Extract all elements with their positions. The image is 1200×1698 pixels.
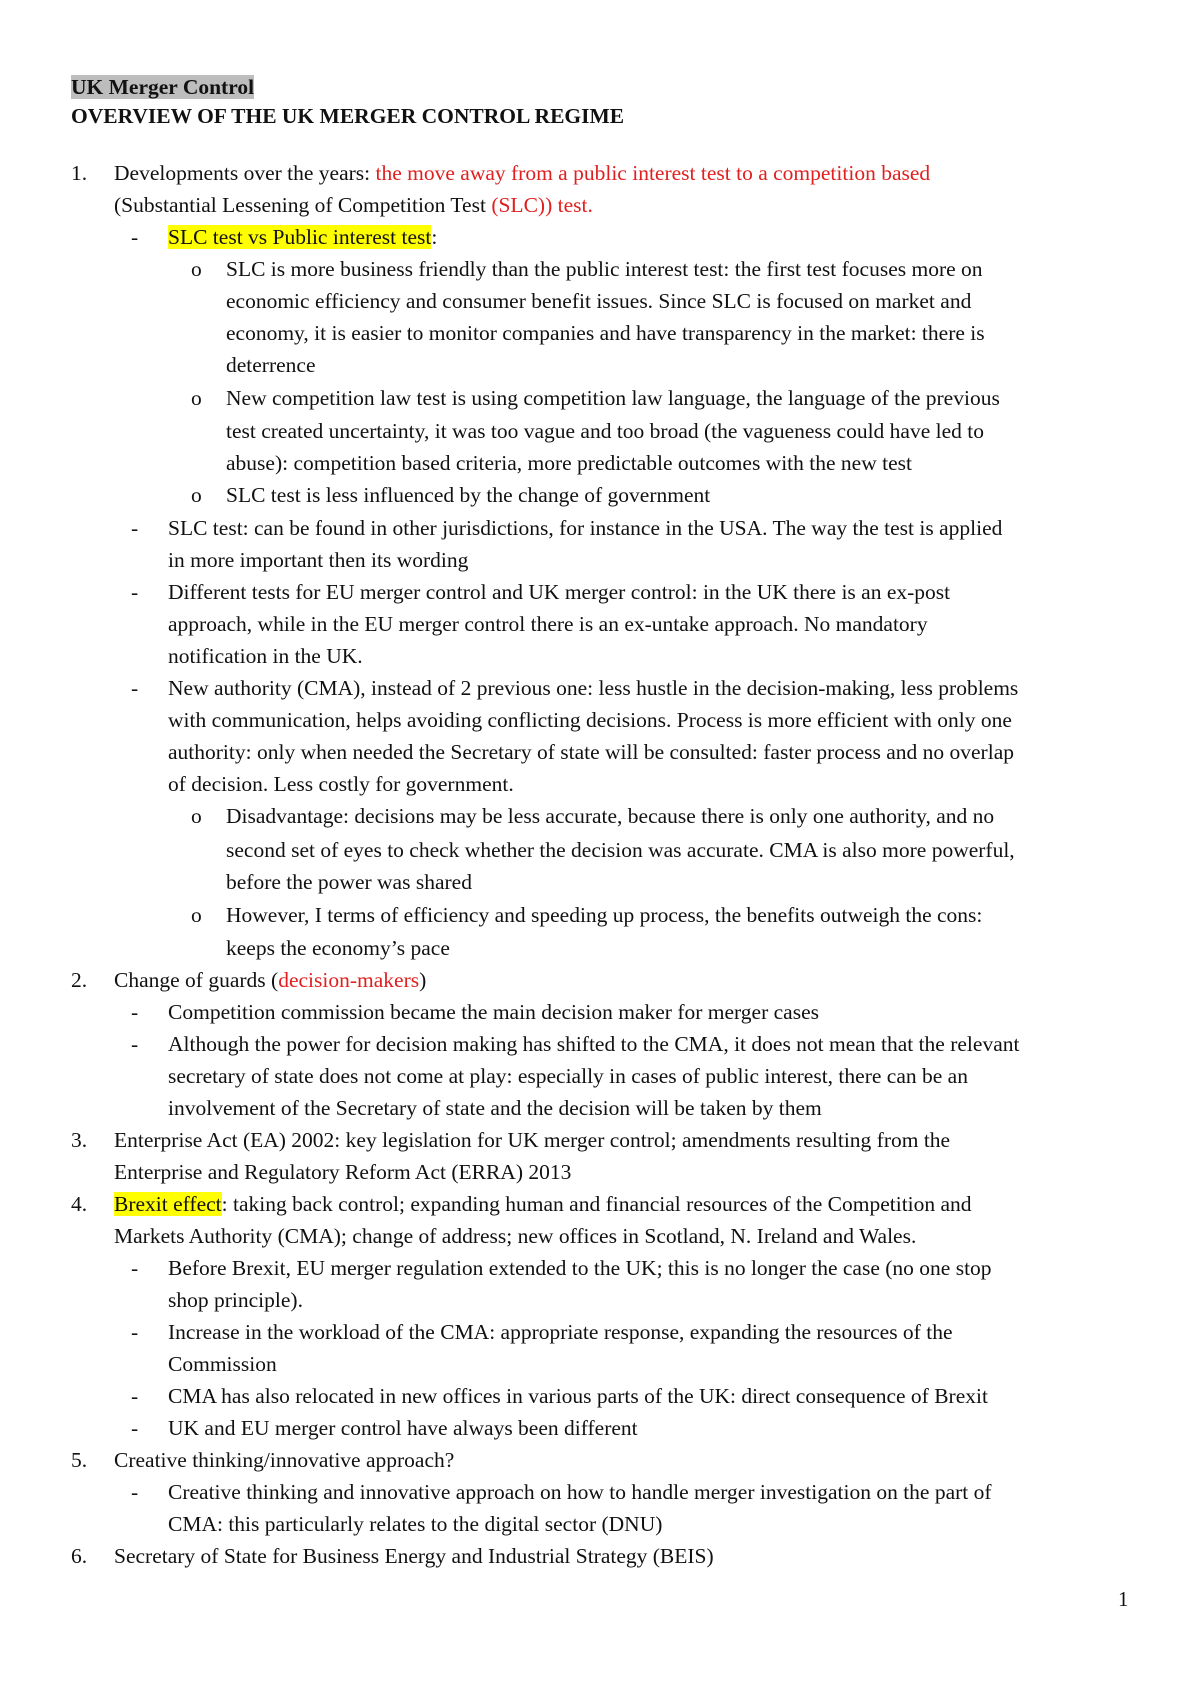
sub-sub-item: before the power was shared [226,870,472,894]
sub-sub-item: economy, it is easier to monitor companies and have transparency in the market: there is [226,321,985,345]
dash-bullet: - [131,1384,139,1408]
list-number: 5. [71,1448,88,1472]
sub-item: Although the power for decision making has shifted to the CMA, it does not mean that the relevant [168,1032,1020,1056]
sub-item: SLC test: can be found in other jurisdictions, for instance in the USA. The way the test is applied [168,516,1003,540]
sub-sub-item: SLC is more business friendly than the public interest test: the first test focuses more on [226,257,983,281]
list-item: Enterprise Act (EA) 2002: key legislation for UK merger control; amendments resulting from the [114,1128,951,1152]
dash-bullet: - [131,676,139,700]
list-number: 6. [71,1544,88,1568]
sub-item: approach, while in the EU merger control there is an ex-untake approach. No mandatory [168,612,928,636]
list-item: Brexit effect: taking back control; expanding human and financial resources of the Competition and [114,1192,972,1216]
document-title: UK Merger Control [71,75,255,99]
circle-bullet: o [191,483,202,507]
dash-bullet: - [131,1480,139,1504]
list-number: 1. [71,161,88,185]
sub-item: Commission [168,1352,277,1376]
sub-item: UK and EU merger control have always been different [168,1416,638,1440]
sub-item: with communication, helps avoiding conflicting decisions. Process is more efficient with only one [168,708,1012,732]
list-item: Developments over the years: the move away from a public interest test to a competition based [114,161,931,185]
list-item-continuation: (Substantial Lessening of Competition Test (SLC)) test. [114,193,593,217]
sub-sub-item: deterrence [226,353,316,377]
sub-sub-item: abuse): competition based criteria, more predictable outcomes with the new test [226,451,912,475]
sub-item: Before Brexit, EU merger regulation extended to the UK; this is no longer the case (no one stop [168,1256,992,1280]
sub-item: CMA has also relocated in new offices in various parts of the UK: direct consequence of Brexit [168,1384,988,1408]
sub-item: Creative thinking and innovative approach on how to handle merger investigation on the part of [168,1480,992,1504]
sub-item: authority: only when needed the Secretary of state will be consulted: faster process and no overlap [168,740,1014,764]
sub-sub-item: second set of eyes to check whether the decision was accurate. CMA is also more powerful, [226,838,1015,862]
circle-bullet: o [191,804,202,828]
list-item: Creative thinking/innovative approach? [114,1448,455,1472]
list-item: Change of guards (decision-makers) [114,968,427,992]
sub-item: of decision. Less costly for government. [168,772,514,796]
dash-bullet: - [131,516,139,540]
circle-bullet: o [191,903,202,927]
sub-sub-item: New competition law test is using competition law language, the language of the previous [226,386,1000,410]
dash-bullet: - [131,1000,139,1024]
sub-item: shop principle). [168,1288,303,1312]
sub-sub-item: economic efficiency and consumer benefit issues. Since SLC is focused on market and [226,289,972,313]
sub-item: notification in the UK. [168,644,363,668]
sub-sub-item: Disadvantage: decisions may be less accurate, because there is only one authority, and no [226,804,995,828]
list-item-continuation: Enterprise and Regulatory Reform Act (ERRA) 2013 [114,1160,572,1184]
sub-sub-item: test created uncertainty, it was too vague and too broad (the vagueness could have led to [226,419,985,443]
sub-sub-item: SLC test is less influenced by the change of government [226,483,711,507]
dash-bullet: - [131,580,139,604]
sub-item: Increase in the workload of the CMA: appropriate response, expanding the resources of the [168,1320,953,1344]
list-item-continuation: Markets Authority (CMA); change of address; new offices in Scotland, N. Ireland and Wales. [114,1224,917,1248]
sub-item: CMA: this particularly relates to the digital sector (DNU) [168,1512,663,1536]
sub-item: in more important then its wording [168,548,469,572]
circle-bullet: o [191,386,202,410]
document-subtitle: OVERVIEW OF THE UK MERGER CONTROL REGIME [71,104,625,128]
dash-bullet: - [131,1320,139,1344]
sub-item: involvement of the Secretary of state and the decision will be taken by them [168,1096,822,1120]
sub-item: Different tests for EU merger control and UK merger control: in the UK there is an ex-post [168,580,951,604]
circle-bullet: o [191,257,202,281]
dash-bullet: - [131,225,139,249]
list-number: 3. [71,1128,88,1152]
sub-sub-item: keeps the economy’s pace [226,936,450,960]
dash-bullet: - [131,1416,139,1440]
sub-sub-item: However, I terms of efficiency and speeding up process, the benefits outweigh the cons: [226,903,983,927]
list-number: 2. [71,968,88,992]
dash-bullet: - [131,1032,139,1056]
sub-item: SLC test vs Public interest test: [168,225,438,249]
sub-item: New authority (CMA), instead of 2 previous one: less hustle in the decision-making, less problems [168,676,1019,700]
list-item: Secretary of State for Business Energy and Industrial Strategy (BEIS) [114,1544,714,1568]
list-number: 4. [71,1192,88,1216]
dash-bullet: - [131,1256,139,1280]
sub-item: Competition commission became the main decision maker for merger cases [168,1000,819,1024]
sub-item: secretary of state does not come at play: especially in cases of public interest, there can be an [168,1064,968,1088]
page-number: 1 [1118,1587,1129,1611]
